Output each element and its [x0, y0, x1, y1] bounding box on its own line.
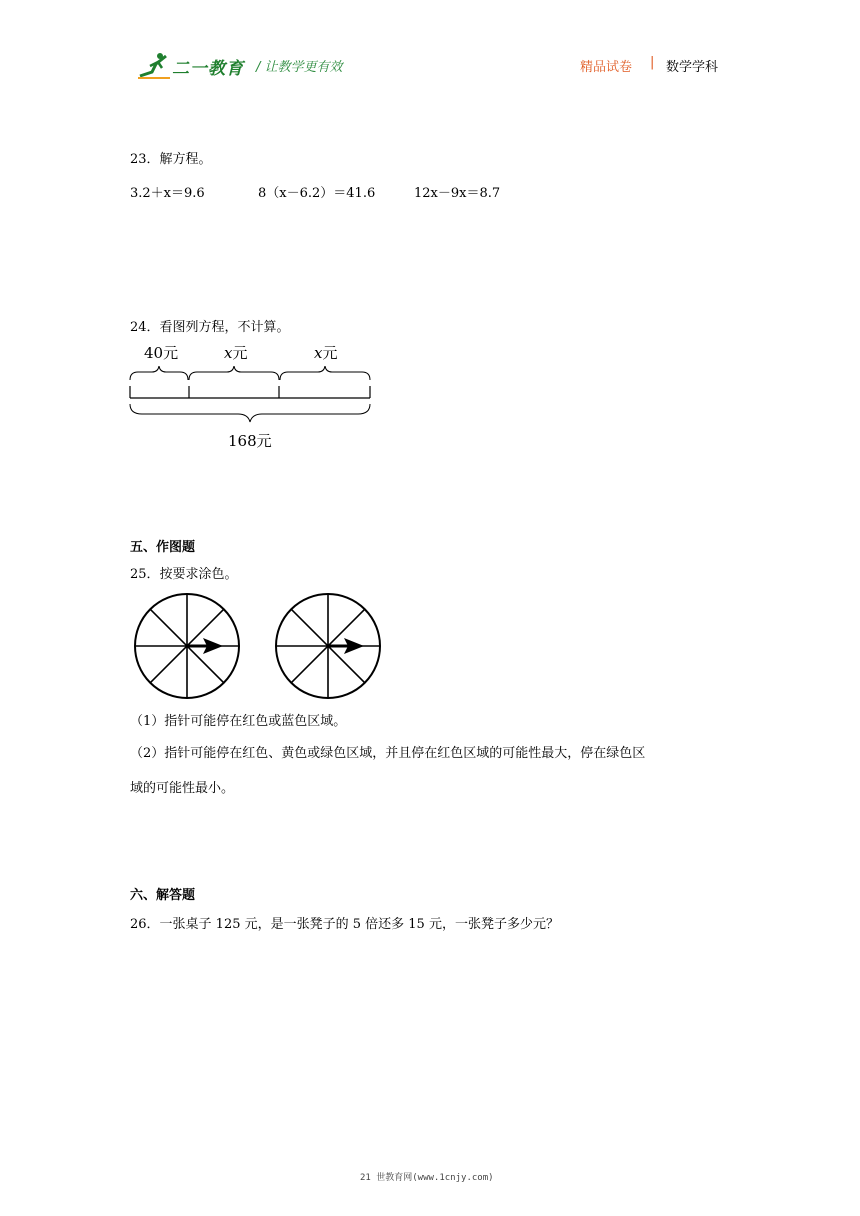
runner-logo-icon [136, 50, 172, 80]
spinner-2 [272, 590, 384, 702]
top-brace-3 [280, 366, 370, 380]
section6-title: 六、解答题 [130, 888, 196, 903]
label-x2-unit: 元 [322, 344, 338, 362]
footer-text: 21 世教育网(www.1cnjy.com) [360, 1173, 494, 1183]
label-x1-unit: 元 [232, 344, 248, 362]
q25-item2-line2: 域的可能性最小。 [130, 781, 235, 796]
q24-title: 24．看图列方程，不计算。 [130, 320, 290, 335]
header-subject: 数学学科 [666, 60, 719, 75]
header-tag: 精品试卷 [580, 60, 633, 75]
label-x1-var: x [224, 344, 233, 362]
label-total: 168元 [228, 432, 272, 450]
header-slogan: / 让教学更有效 [256, 60, 343, 75]
header-logo [136, 50, 246, 80]
bottom-brace [130, 404, 370, 422]
q23-eq1: 3.2＋x＝9.6 [130, 186, 205, 201]
q26-title: 26．一张桌子 125 元，是一张凳子的 5 倍还多 15 元，一张凳子多少元？ [130, 917, 559, 932]
q23-eq3: 12x－9x＝8.7 [414, 186, 501, 201]
label-x2 [314, 342, 337, 363]
q25-item1: （1）指针可能停在红色或蓝色区域。 [130, 714, 347, 729]
label-x1 [224, 342, 247, 363]
q25-item2-line1: （2）指针可能停在红色、黄色或绿色区域，并且停在红色区域的可能性最大，停在绿色区 [130, 746, 646, 761]
label-x2-var: x [314, 344, 323, 362]
header-divider: | [650, 55, 655, 70]
spinner-1 [131, 590, 243, 702]
logo-text: 二一教育 [172, 59, 244, 79]
section5-title: 五、作图题 [130, 540, 196, 555]
q23-title: 23．解方程。 [130, 152, 212, 167]
top-brace-2 [189, 366, 279, 380]
q25-title: 25．按要求涂色。 [130, 567, 238, 582]
q24-diagram [120, 338, 380, 453]
label-40: 40元 [144, 344, 179, 362]
top-brace-1 [130, 366, 188, 380]
q23-eq2: 8（x－6.2）＝41.6 [258, 186, 376, 201]
